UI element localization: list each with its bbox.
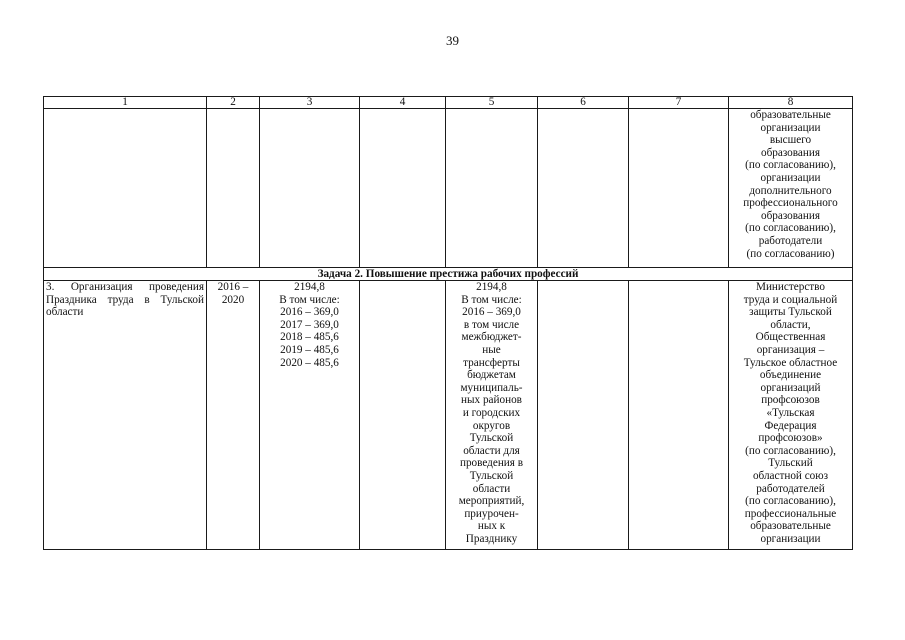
table-cell [44, 109, 207, 268]
cell-line: объединение [759, 369, 822, 382]
cell-line: 2194,8 [294, 281, 325, 293]
cell-line: Министерство [756, 281, 825, 293]
column-header-7: 7 [629, 97, 729, 109]
cell-line: высшего [769, 134, 812, 147]
cell-line: Тульское областное [743, 356, 838, 369]
cell-line: 2194,8 [476, 281, 507, 293]
cell-line: профсоюзов» [758, 432, 823, 445]
funding-total-cell [260, 281, 360, 550]
cell-line: дополнительного [749, 184, 832, 197]
period-cell [207, 281, 260, 550]
executors-cell [729, 281, 853, 550]
activity-name-cell: 3. Организация проведения Праздника труда в Тульской области [44, 281, 207, 550]
task-heading-row [44, 268, 853, 281]
cell-line: защиты Тульской [749, 306, 832, 319]
table-cell [260, 109, 360, 268]
table-cell [538, 109, 629, 268]
column-number-row [44, 97, 853, 109]
cell-line: мероприятий, [458, 495, 525, 508]
cell-line: 2016 – [217, 281, 249, 293]
column-header-5: 5 [446, 97, 538, 109]
cell-line: Празднику [465, 532, 518, 545]
cell-line: работодателей [756, 482, 825, 495]
cell-line: (по согласованию), [745, 222, 836, 235]
cell-line: организации [760, 532, 821, 545]
cell-line: профессионального [743, 197, 838, 210]
cell-line: «Тульская [766, 406, 815, 419]
cell-line: 2020 – 485,6 [280, 356, 339, 369]
cell-line: округов [472, 419, 511, 432]
cell-line: области для [463, 444, 520, 457]
table-row [44, 281, 853, 550]
column-header-1: 1 [44, 97, 207, 109]
cell-line: трансферты [463, 356, 520, 369]
cell-line: образовательные [750, 109, 831, 121]
cell-line: (по согласованию), [745, 159, 836, 172]
cell-line: организации [760, 121, 821, 134]
table-row [44, 109, 853, 268]
regional-budget-cell [446, 281, 538, 550]
cell-line: ных районов [461, 394, 522, 407]
cell-line: образования [760, 146, 820, 159]
cell-line: образовательные [750, 520, 831, 533]
cell-line: в том числе [463, 318, 520, 331]
cell-line: организаций [760, 381, 821, 394]
cell-line: организация – [756, 343, 825, 356]
cell-line: областной союз [752, 469, 829, 482]
program-table [43, 96, 853, 550]
cell-line: работодатели [758, 234, 823, 247]
cell-line: (по согласованию), [745, 444, 836, 457]
cell-line: области [472, 482, 511, 495]
cell-line: 2020 [221, 293, 245, 306]
cell-line: профсоюзов [761, 394, 820, 407]
cell-line: ных к [477, 520, 506, 533]
table-cell [207, 109, 260, 268]
cell-line: В том числе: [461, 293, 522, 306]
cell-line: 2018 – 485,6 [280, 331, 339, 344]
table-cell [360, 109, 446, 268]
table-cell [629, 109, 729, 268]
column-header-4: 4 [360, 97, 446, 109]
cell-line: межбюджет- [461, 331, 522, 344]
cell-line: муниципаль- [460, 381, 523, 394]
column-header-8: 8 [729, 97, 853, 109]
cell-line: Тульской [469, 432, 514, 445]
cell-line: (по согласованию) [746, 247, 835, 260]
cell-line: Тульский [768, 457, 813, 470]
column-header-2: 2 [207, 97, 260, 109]
cell-line: организации [760, 171, 821, 184]
cell-line: 2016 – 369,0 [280, 306, 339, 319]
column-header-6: 6 [538, 97, 629, 109]
cell-line: В том числе: [279, 293, 340, 306]
column-header-3: 3 [260, 97, 360, 109]
cell-line: ные [482, 343, 501, 356]
task-heading: Задача 2. Повышение престижа рабочих профессий [44, 268, 853, 281]
cell-line: профессиональные [744, 507, 837, 520]
cell-line: (по согласованию), [745, 495, 836, 508]
cell-line: Общественная [755, 331, 826, 344]
cell-line: 2017 – 369,0 [280, 318, 339, 331]
cell-line: бюджетам [467, 369, 516, 382]
cell-line: 2019 – 485,6 [280, 343, 339, 356]
table-cell [538, 281, 629, 550]
table-cell [446, 109, 538, 268]
table-cell [360, 281, 446, 550]
cell-line: Федерация [764, 419, 817, 432]
cell-line: области, [770, 318, 811, 331]
page-number: 39 [446, 33, 459, 48]
cell-line: образования [760, 209, 820, 222]
table-cell [629, 281, 729, 550]
cell-line: труда и социальной [743, 293, 838, 306]
cell-line: и городских [462, 406, 521, 419]
executors-cell [729, 109, 853, 268]
cell-line: проведения в [459, 457, 524, 470]
cell-line: 2016 – 369,0 [462, 306, 521, 319]
cell-line: приурочен- [464, 507, 519, 520]
cell-line: Тульской [469, 469, 514, 482]
